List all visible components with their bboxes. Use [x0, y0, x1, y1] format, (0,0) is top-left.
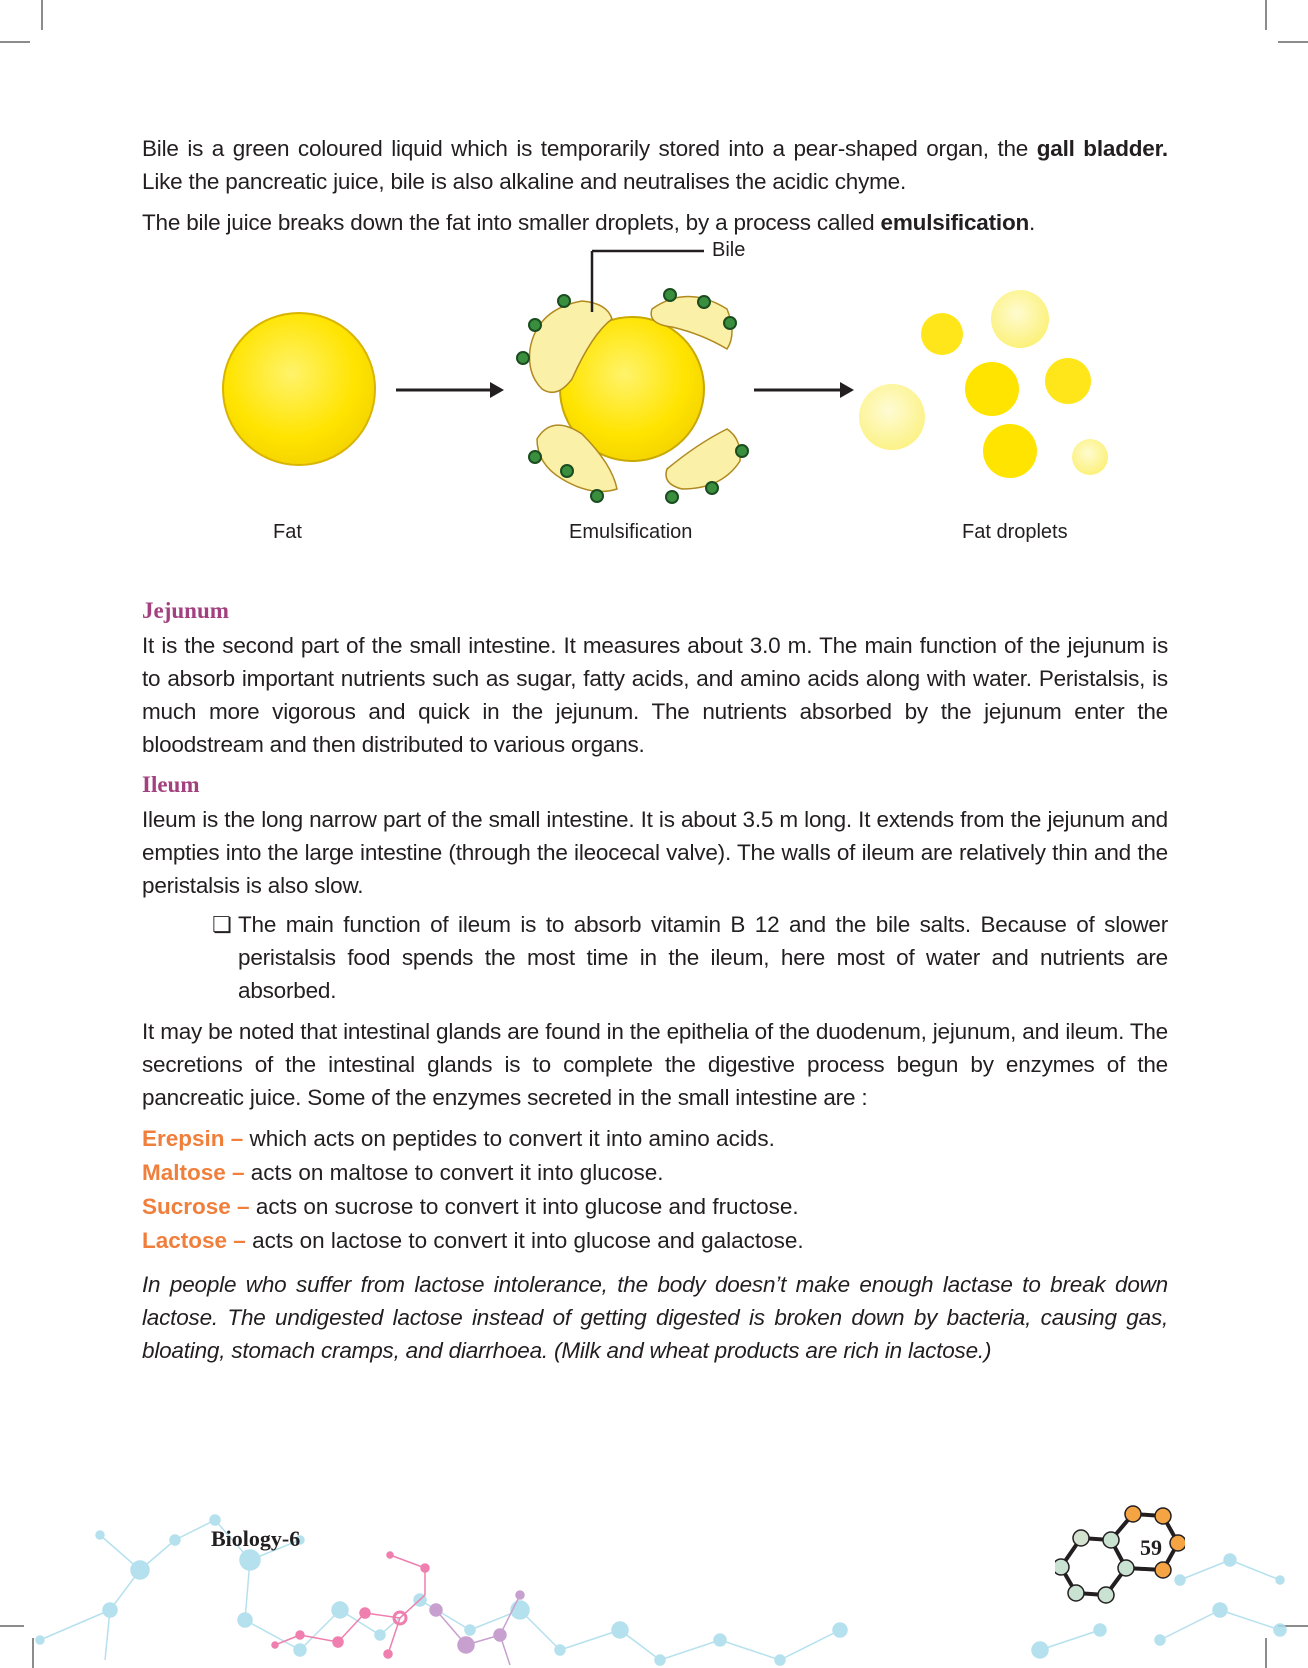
- enzyme-desc: which acts on peptides to convert it into amino acids.: [243, 1126, 775, 1151]
- ileum-bullet-item: [142, 908, 1168, 1007]
- arrow-right-icon: [754, 382, 854, 398]
- emulsification-diagram: [142, 239, 1168, 559]
- enzyme-item: [142, 1224, 1168, 1258]
- hexagon-molecule-icon: [1055, 1500, 1185, 1630]
- lactose-intolerance-note: [142, 1268, 1168, 1367]
- enzyme-desc: acts on maltose to convert it into glucose.: [244, 1160, 664, 1185]
- arrow-right-icon: [396, 382, 504, 398]
- fat-droplets-label: Fat droplets: [962, 521, 1068, 543]
- bile-emulsifying-fat-icon: [517, 251, 748, 503]
- enzyme-desc: acts on sucrose to convert it into glucose and fructose.: [249, 1194, 799, 1219]
- emulsification-paragraph: [142, 206, 1168, 239]
- enzyme-item: [142, 1122, 1168, 1156]
- emulsification-label: Emulsification: [569, 521, 693, 543]
- section-heading-ileum: Ileum: [142, 772, 200, 797]
- ileum-paragraph: Ileum is the long narrow part of the small intestine. It is about 3.5 m long. It extends from the jejunum and empties into the large intestine (through the ileocecal valve). The walls of ileum are relatively thin and the peristalsis is also slow.: [142, 807, 1168, 898]
- text-run: Bile is a green coloured liquid which is temporarily stored into a pear-shaped organ, the: [142, 136, 1037, 161]
- text-run: .: [1029, 210, 1036, 235]
- book-title: Biology-6: [211, 1526, 301, 1551]
- enzyme-item: [142, 1190, 1168, 1224]
- fat-globule-icon: [223, 313, 375, 465]
- enzyme-list: [142, 1122, 1168, 1258]
- crop-mark: [1278, 41, 1308, 43]
- term-emulsification: emulsification: [880, 210, 1030, 235]
- ileum-bullet-text: The main function of ileum is to absorb vitamin B 12 and the bile salts. Because of slower peristalsis food spends the most time in the ileum, here most of water and nutrients are absorbed.: [238, 912, 1168, 1003]
- bile-label: Bile: [712, 239, 746, 261]
- term-gall-bladder: gall bladder.: [1036, 136, 1168, 161]
- fat-label: Fat: [273, 521, 302, 543]
- enzyme-desc: acts on lactose to convert it into glucose and galactose.: [245, 1228, 804, 1253]
- intestinal-glands-paragraph: It may be noted that intestinal glands are found in the epithelia of the duodenum, jejunum, and ileum. The secretions of the intestinal glands is to complete the digestive process begun by enzymes of the pancreatic juice. Some of the enzymes secreted in the small intestine are :: [142, 1019, 1168, 1110]
- text-run: The bile juice breaks down the fat into smaller droplets, by a process called: [142, 210, 881, 235]
- enzyme-name: Sucrose –: [142, 1194, 250, 1219]
- bile-paragraph: [142, 132, 1168, 198]
- lactose-note-text: In people who suffer from lactose intolerance, the body doesn’t make enough lactase to break down lactose. The undigested lactose instead of getting digested is broken down by bacteria, causing gas, bloating, stomach cramps, and diarrhoea. (Milk and wheat products are rich in lactose.): [142, 1272, 1168, 1363]
- enzyme-name: Erepsin –: [142, 1126, 244, 1151]
- text-run: Like the pancreatic juice, bile is also alkaline and neutralises the acidic chyme.: [142, 169, 907, 194]
- enzyme-name: Lactose –: [142, 1228, 246, 1253]
- crop-mark: [0, 41, 30, 43]
- page-number: 59: [1140, 1535, 1162, 1560]
- crop-mark: [1265, 0, 1267, 30]
- jejunum-paragraph: It is the second part of the small intestine. It measures about 3.0 m. The main function of the jejunum is to absorb important nutrients such as sugar, fatty acids, and amino acids along with water. Peristalsis, is much more vigorous and quick in the jejunum. The nutrients absorbed by the jejunum enter the bloodstream and then distributed to various organs.: [142, 633, 1168, 757]
- crop-mark: [41, 0, 43, 30]
- checkbox-bullet-icon: ❏: [212, 912, 232, 937]
- section-heading-jejunum: Jejunum: [142, 598, 229, 623]
- page-content: [142, 132, 1168, 1367]
- enzyme-item: [142, 1156, 1168, 1190]
- emulsification-figure: [142, 239, 1168, 589]
- fat-droplets-icon: [859, 290, 1108, 478]
- enzyme-name: Maltose –: [142, 1160, 245, 1185]
